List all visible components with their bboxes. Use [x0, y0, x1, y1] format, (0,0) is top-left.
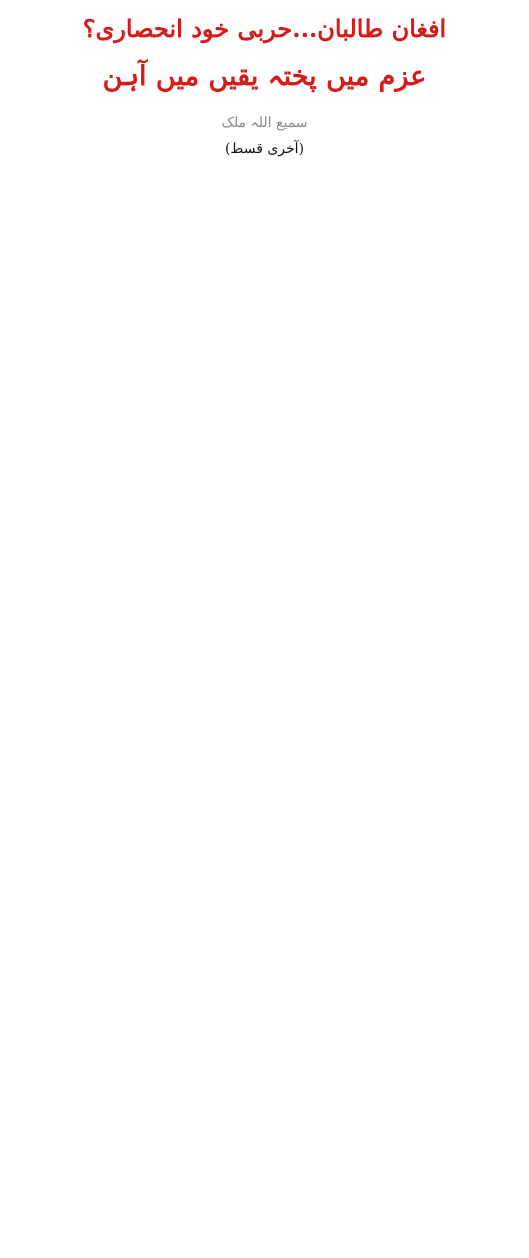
article-paragraph-6	[10, 468, 519, 522]
author-byline: سمیع اللہ ملک	[221, 115, 308, 131]
article-body	[10, 168, 519, 522]
article-subhead: عزم میں پختہ یقیں میں آہن	[102, 61, 427, 92]
article-headline: افغان طالبان...حربی خود انحصاری؟	[82, 14, 447, 43]
article-paragraph-4	[10, 348, 519, 402]
instalment-label: (آخری قسط)	[224, 141, 305, 157]
article-paragraph-5	[10, 408, 519, 462]
article-paragraph-1	[10, 168, 519, 222]
article-paragraph-3	[10, 288, 519, 342]
article-paragraph-2	[10, 228, 519, 282]
